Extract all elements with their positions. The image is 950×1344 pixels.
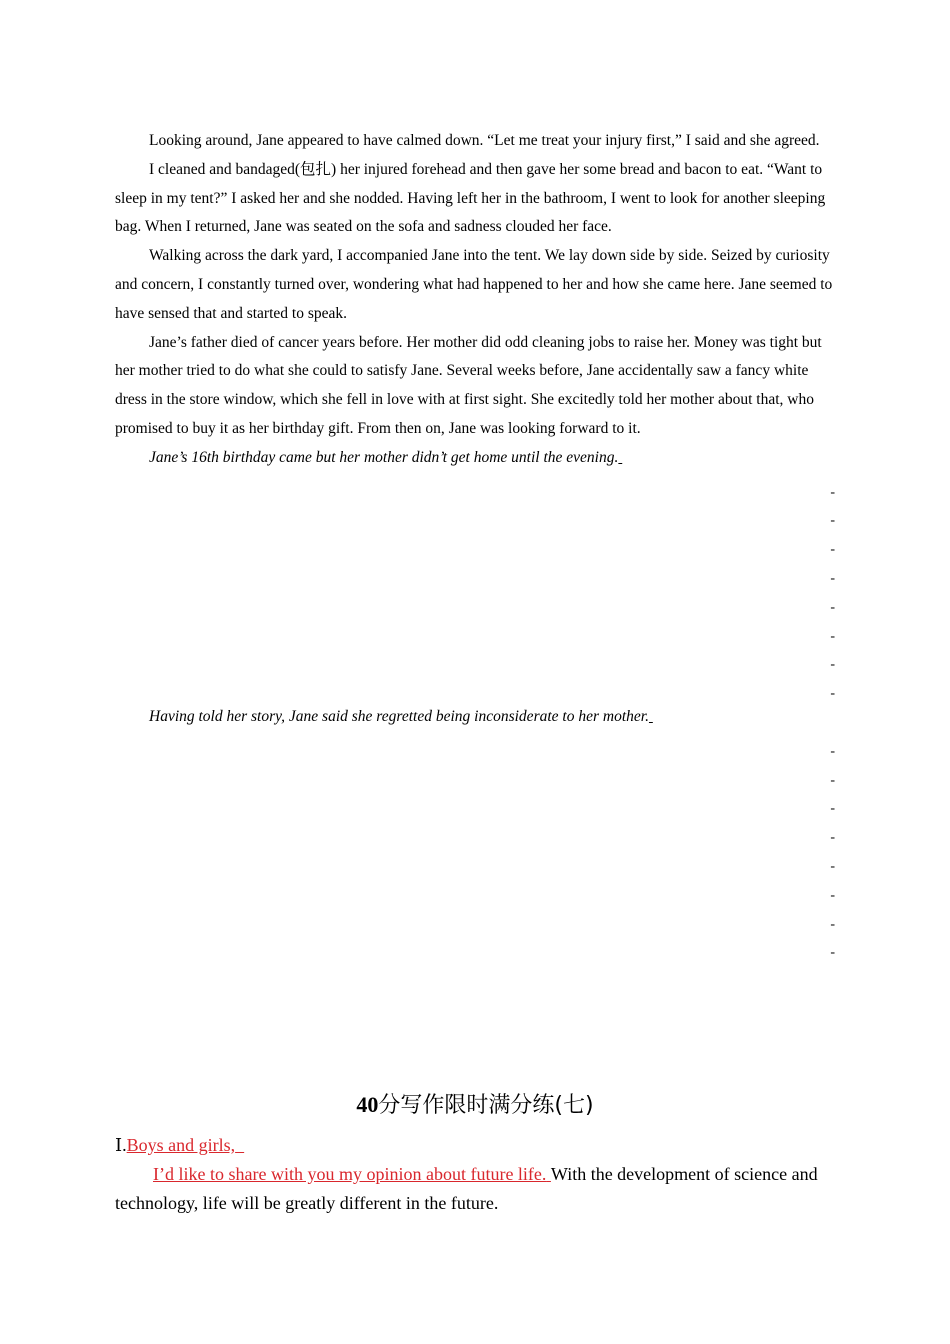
paragraph-1: Looking around, Jane appeared to have calmed down. “Let me treat your injury first,” I said and she agreed.: [149, 132, 820, 149]
answer-line: -: [830, 542, 835, 558]
continuation-prompt-1: [115, 444, 835, 473]
answer-line: -: [830, 801, 835, 817]
answer-line: -: [830, 570, 835, 586]
story-body: [115, 127, 835, 968]
paragraph-4: Jane’s father died of cancer years before. Her mother did odd cleaning jobs to raise her. Money was tight but her mother tried to do what she could to satisfy Jane. Several weeks before, Jane accidentally saw a fancy white dress in the store window, which she fell in love with at first sight. She excitedly told her mother about that, who promised to buy it as her birthday gift. From then on, Jane was looking forward to it.: [115, 333, 822, 437]
answer-line: -: [830, 916, 835, 932]
answer-line: -: [830, 628, 835, 644]
answer-line: -: [830, 945, 835, 961]
section-title: [0, 1088, 950, 1119]
title-text: 分写作限时满分练(七): [378, 1093, 594, 1118]
prompt-1-text: Jane’s 16th birthday came but her mother didn’t get home until the evening.: [149, 448, 619, 466]
answer-line: -: [830, 599, 835, 615]
greeting-text: Boys and girls,: [126, 1135, 236, 1155]
title-number: 40: [356, 1092, 379, 1117]
answer-lines-1[interactable]: [115, 479, 835, 709]
answer-line: -: [830, 887, 835, 903]
paragraph-2: I cleaned and bandaged(包扎) her injured forehead and then gave her some bread and bacon to eat. “Want to sleep in my tent?” I asked her and she nodded. Having left her in the bathroom, I went to look for another sleeping bag. When I returned, Jane was seated on the sofa and sadness clouded her face.: [115, 160, 826, 236]
sample-intro: [115, 1160, 835, 1218]
intro-highlight: I’d like to share with you my opinion about future life.: [153, 1163, 547, 1184]
answer-line: -: [830, 772, 835, 788]
answer-line: -: [830, 513, 835, 529]
intro-rest: With the development of science and technology, life will be greatly different in the future.: [115, 1163, 818, 1213]
answer-line: -: [830, 830, 835, 846]
paragraph-3: Walking across the dark yard, I accompanied Jane into the tent. We lay down side by side. Seized by curiosity and concern, I constantly turned over, wondering what had happened to her and how she came here. Jane seemed to have sensed that and started to speak.: [115, 247, 833, 322]
answer-line: -: [830, 686, 835, 702]
sample-heading: [115, 1131, 835, 1160]
answer-line: -: [830, 657, 835, 673]
writing-sample: [115, 1131, 835, 1217]
answer-line: -: [830, 743, 835, 759]
answer-line: -: [830, 484, 835, 500]
answer-lines-2[interactable]: [115, 738, 835, 968]
section-numeral: Ⅰ.: [115, 1135, 127, 1155]
prompt-2-text: Having told her story, Jane said she regretted being inconsiderate to her mother.: [149, 707, 649, 725]
answer-line: -: [830, 858, 835, 874]
